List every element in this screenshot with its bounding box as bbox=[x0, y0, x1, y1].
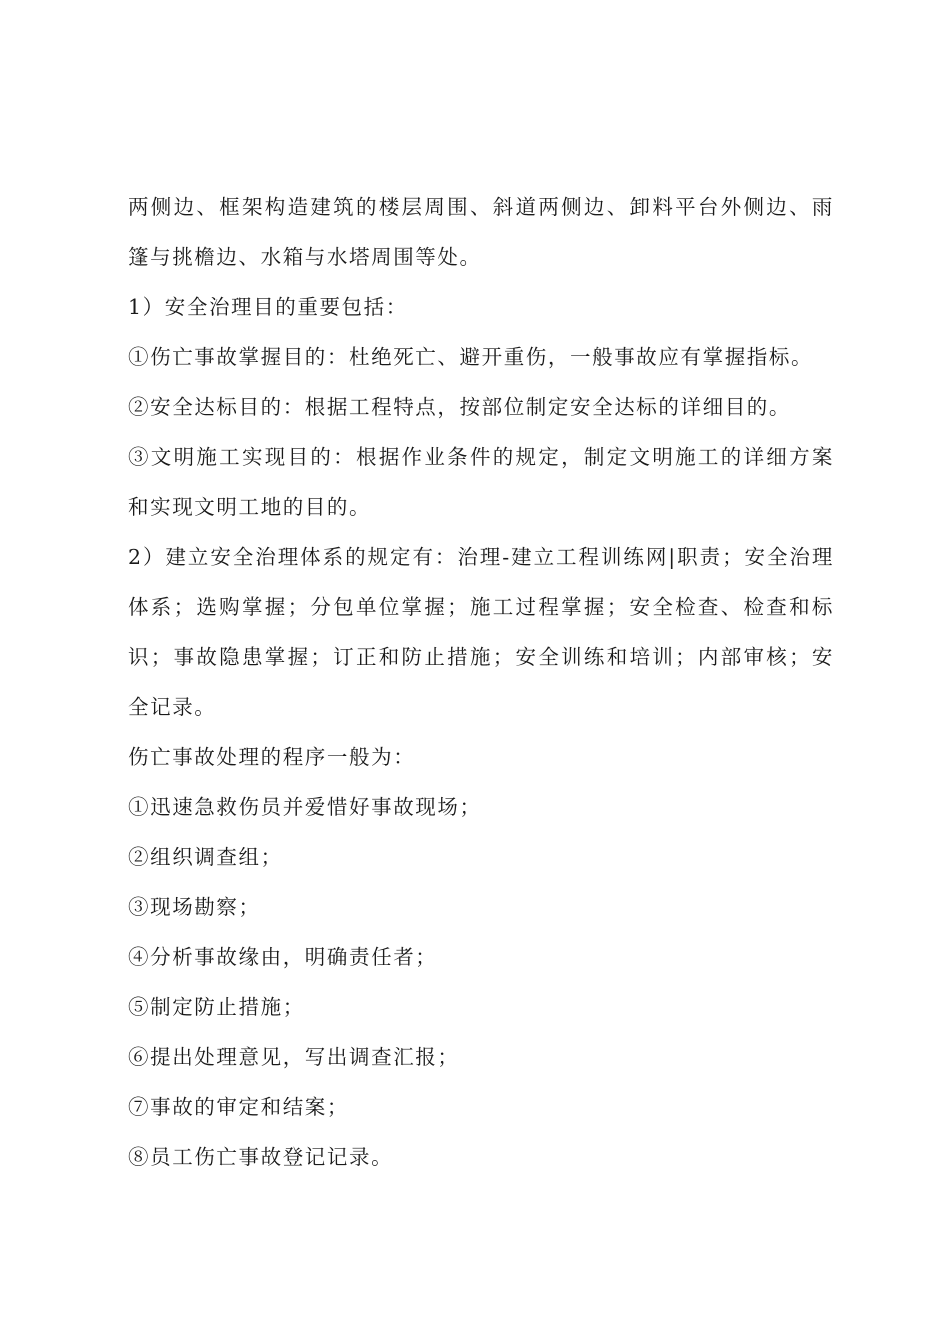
paragraph-standard-goal: ②安全达标目的：根据工程特点，按部位制定安全达标的详细目的。 bbox=[128, 395, 791, 419]
procedure-step-1: ①迅速急救伤员并爱惜好事故现场； bbox=[128, 795, 482, 819]
procedure-step-3: ③现场勘察； bbox=[128, 895, 261, 919]
paragraph-safety-goals-heading: 1）安全治理目的重要包括： bbox=[128, 295, 408, 319]
procedure-step-6: ⑥提出处理意见，写出调查汇报； bbox=[128, 1045, 460, 1069]
procedure-step-7: ⑦事故的审定和结案； bbox=[128, 1095, 349, 1119]
paragraph-casualty-goal: ①伤亡事故掌握目的：杜绝死亡、避开重伤，一般事故应有掌握指标。 bbox=[128, 345, 814, 369]
paragraph-civilized-construction-goal: ③文明施工实现目的：根据作业条件的规定，制定文明施工的详细方案和实现文明工地的目的。 bbox=[128, 445, 834, 519]
procedure-step-4: ④分析事故缘由，明确责任者； bbox=[128, 945, 438, 969]
paragraph-protection-locations: 两侧边、框架构造建筑的楼层周围、斜道两侧边、卸料平台外侧边、雨篷与挑檐边、水箱与水塔周围等处。 bbox=[128, 195, 834, 269]
document-body bbox=[128, 182, 834, 1182]
procedure-step-2: ②组织调查组； bbox=[128, 845, 283, 869]
paragraph-management-system: 2）建立安全治理体系的规定有：治理-建立工程训练网|职责；安全治理体系；选购掌握；分包单位掌握；施工过程掌握；安全检查、检查和标识；事故隐患掌握；订正和防止措施；安全训练和培训；内部审核；安全记录。 bbox=[128, 545, 834, 719]
procedure-step-8: ⑧员工伤亡事故登记记录。 bbox=[128, 1145, 394, 1169]
paragraph-accident-procedure-heading: 伤亡事故处理的程序一般为： bbox=[128, 745, 416, 769]
procedure-step-5: ⑤制定防止措施； bbox=[128, 995, 305, 1019]
